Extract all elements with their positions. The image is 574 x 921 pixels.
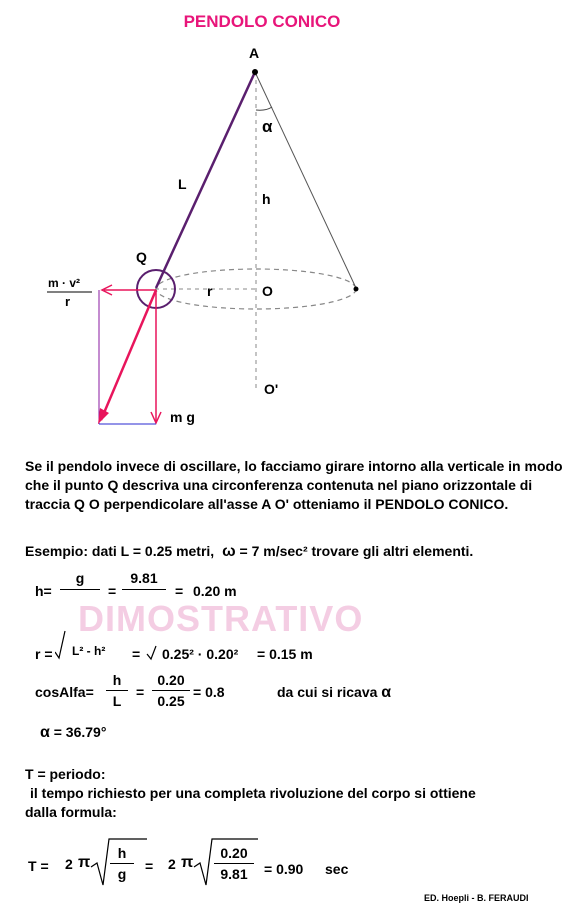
label-a: A: [249, 45, 260, 61]
page-title: PENDOLO CONICO: [183, 12, 341, 31]
pivot-point: [252, 69, 258, 75]
cos-eq-num-1: h: [112, 672, 122, 688]
r-eq-equals-1: =: [132, 646, 141, 662]
t-eq-num-2: 0.20: [220, 845, 248, 861]
centripetal-numerator: m · v²: [48, 276, 81, 290]
cone-side-right: [255, 72, 356, 288]
pendulum-string: [156, 72, 255, 288]
cos-eq-den-2: 0.25: [157, 693, 185, 709]
label-o-prime: O': [264, 381, 279, 397]
h-eq-equals-1: =: [108, 583, 117, 599]
description-paragraph: Se il pendolo invece di oscillare, lo facciamo girare intorno alla verticale in modo che il punto Q descriva una circonferenza contenuta nel piano orizzontale di traccia Q O perpendicolare all'asse A O' otteniamo il PENDOLO CONICO.: [25, 458, 563, 512]
cos-eq-lhs: cosAlfa=: [35, 684, 94, 700]
omega-symbol: ω: [222, 543, 236, 560]
t-eq-two-1: 2: [65, 856, 73, 872]
t-eq-lhs: T =: [28, 858, 49, 874]
period-line-1: T = periodo:: [25, 766, 106, 782]
credit: ED. Hoepli - B. FERAUDI: [424, 893, 529, 903]
example-line: [25, 542, 473, 561]
t-eq-equals: =: [145, 858, 154, 874]
cos-eq-den-1: L: [112, 693, 122, 709]
t-eq-result: = 0.90: [264, 861, 304, 877]
bob-right: [354, 287, 359, 292]
h-eq-equals-2: =: [175, 583, 184, 599]
period-line-3: dalla formula:: [25, 804, 117, 820]
cos-eq-note-text: da cui si ricava: [277, 684, 378, 700]
example-prefix: Esempio: dati L = 0.25 metri,: [25, 543, 215, 559]
r-eq-radicand-1: L² - h²: [72, 644, 106, 658]
label-alpha: α: [262, 117, 273, 136]
label-o: O: [262, 283, 273, 299]
cos-eq-note: [277, 683, 391, 702]
cos-eq-equals: =: [136, 684, 145, 700]
label-h: h: [262, 191, 271, 207]
label-r: r: [207, 283, 213, 299]
centripetal-denominator: r: [65, 294, 71, 309]
r-eq-result: = 0.15 m: [257, 646, 313, 662]
alpha-symbol: α: [40, 724, 50, 741]
t-eq-frac-1: [110, 845, 134, 882]
t-eq-num-1: h: [117, 845, 127, 861]
t-eq-unit: sec: [325, 861, 349, 877]
angle-arc: [256, 107, 272, 110]
t-eq-pi-2: π: [181, 854, 194, 871]
resultant-arrow: [101, 290, 156, 420]
cos-eq-frac-2: [152, 672, 190, 709]
label-q: Q: [136, 249, 147, 265]
t-eq-pi-1: π: [78, 854, 91, 871]
h-eq-num-1: g: [75, 570, 85, 586]
t-eq-den-2: 9.81: [220, 866, 248, 882]
t-eq-den-1: g: [117, 866, 127, 882]
label-mg: m g: [170, 409, 195, 425]
r-eq-radicand-2: 0.25² · 0.20²: [162, 646, 239, 662]
h-eq-num-2: 9.81: [130, 570, 158, 586]
cos-eq-num-2: 0.20: [157, 672, 185, 688]
cos-eq-result: = 0.8: [193, 684, 225, 700]
h-eq-result: 0.20 m: [193, 583, 237, 599]
conical-pendulum-diagram: [0, 0, 574, 440]
t-eq-two-2: 2: [168, 856, 176, 872]
period-line-2: il tempo richiesto per una completa rivoluzione del corpo si ottiene: [30, 785, 476, 801]
watermark: DIMOSTRATIVO: [78, 598, 364, 639]
cos-eq-alpha: α: [381, 684, 392, 701]
label-l: L: [178, 176, 187, 192]
h-eq-lhs: h=: [35, 583, 52, 599]
alpha-result: [40, 723, 106, 742]
alpha-value: = 36.79°: [53, 724, 107, 740]
cos-eq-frac-1: [106, 672, 128, 709]
r-eq-lhs: r =: [35, 646, 53, 662]
example-suffix: = 7 m/sec² trovare gli altri elementi.: [239, 543, 474, 559]
t-eq-frac-2: [214, 845, 254, 882]
